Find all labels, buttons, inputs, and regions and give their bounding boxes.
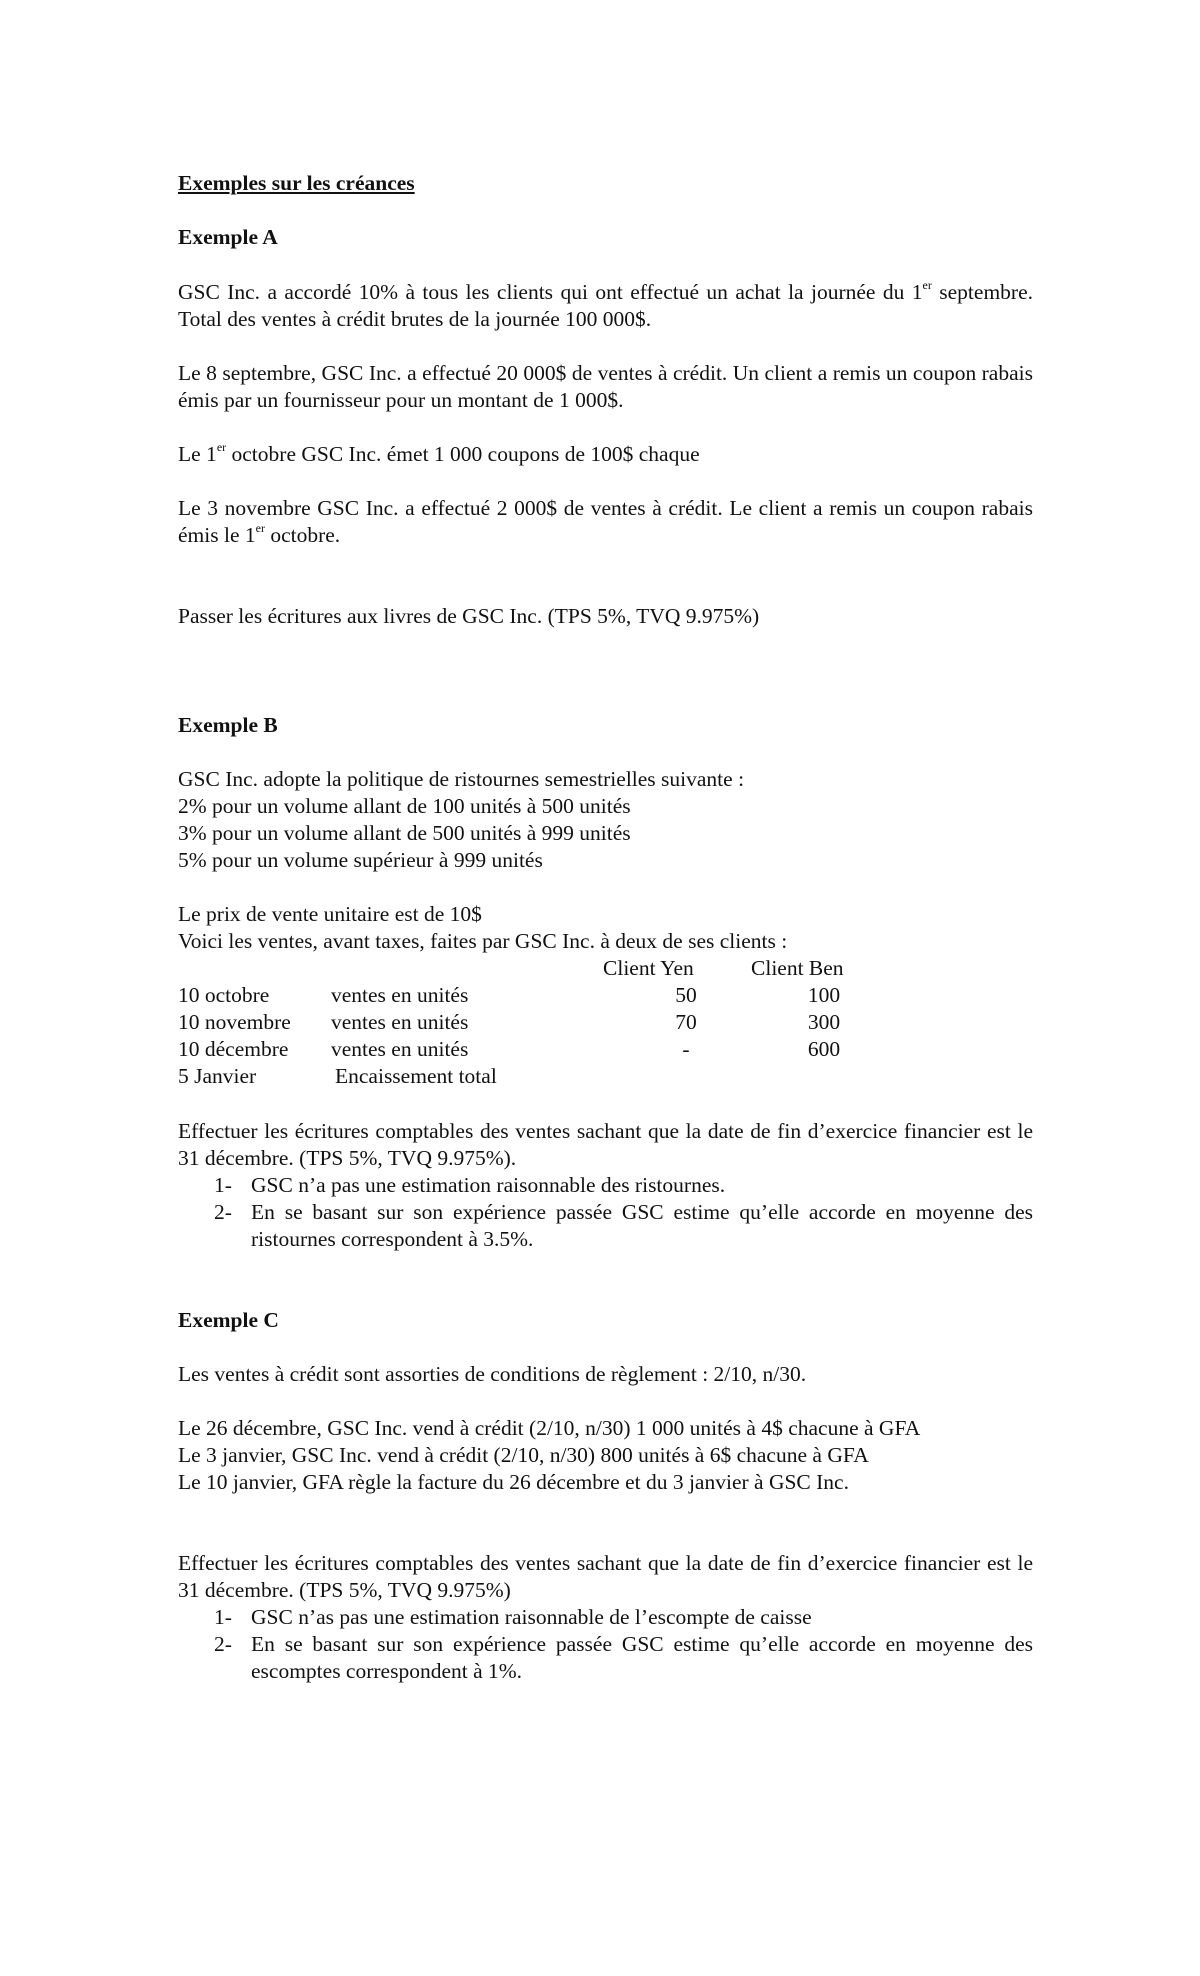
exemple-a-p1-text-end: septembre. Total des ventes à crédit brutes de la journée 100 000$.	[178, 280, 1033, 331]
row-label: ventes en unités	[331, 1037, 469, 1061]
exemple-a-p3-text-end: octobre GSC Inc. émet 1 000 coupons de 100$ chaque	[226, 442, 700, 466]
exemple-b-intro: GSC Inc. adopte la politique de ristournes semestrielles suivante :	[178, 767, 745, 791]
exemple-a-p1-text: GSC Inc. a accordé 10% à tous les clients qui ont effectué un achat la journée du 1	[178, 280, 923, 304]
exemple-b-tier: 3% pour un volume allant de 500 unités à 999 unités	[178, 821, 631, 845]
list-item-number: 2-	[214, 1632, 232, 1656]
exemple-a-p4-text: Le 3 novembre GSC Inc. a effectué 2 000$ de ventes à crédit. Le client a remis un coupon rabais émis le 1	[178, 496, 1033, 547]
row-ben-value: 100	[807, 983, 841, 1007]
table-row	[178, 982, 1033, 1009]
list-item-number: 2-	[214, 1200, 232, 1224]
exemple-b-sales-lead: Voici les ventes, avant taxes, faites par GSC Inc. à deux de ses clients :	[178, 929, 788, 953]
exemple-a-paragraph-1	[178, 279, 1033, 333]
list-item	[178, 1172, 1033, 1199]
exemple-c-transactions	[178, 1415, 1033, 1496]
exemple-a-paragraph-4	[178, 495, 1033, 549]
superscript: er	[255, 520, 265, 535]
exemple-a-paragraph-3	[178, 441, 1033, 468]
exemple-a-paragraph-5: Passer les écritures aux livres de GSC Inc. (TPS 5%, TVQ 9.975%)	[178, 604, 760, 628]
row-ben-value: 600	[807, 1037, 841, 1061]
transaction-line: Le 26 décembre, GSC Inc. vend à crédit (2/10, n/30) 1 000 unités à 4$ chacune à GFA	[178, 1416, 921, 1440]
column-header-yen: Client Yen	[603, 956, 694, 980]
exemple-b-sales-table	[178, 955, 1033, 1090]
list-item-number: 1-	[214, 1605, 232, 1629]
exemple-c-list	[178, 1604, 1033, 1685]
exemple-b-heading: Exemple B	[178, 713, 278, 737]
list-item-text: GSC n’a pas une estimation raisonnable des ristournes.	[251, 1173, 726, 1197]
row-date: 10 novembre	[178, 1010, 291, 1034]
table-row	[178, 1036, 1033, 1063]
exemple-b-sales-intro	[178, 901, 1033, 955]
document-title: Exemples sur les créances	[178, 171, 415, 195]
exemple-b-list	[178, 1172, 1033, 1253]
transaction-line: Le 10 janvier, GFA règle la facture du 26 décembre et du 3 janvier à GSC Inc.	[178, 1470, 849, 1494]
list-item-text: En se basant sur son expérience passée GSC estime qu’elle accorde en moyenne des escomptes correspondent à 1%.	[251, 1632, 1033, 1683]
list-item-number: 1-	[214, 1173, 232, 1197]
table-row	[178, 1063, 1033, 1090]
table-row	[178, 1009, 1033, 1036]
superscript: er	[216, 439, 227, 454]
transaction-line: Le 3 janvier, GSC Inc. vend à crédit (2/10, n/30) 800 unités à 6$ chacune à GFA	[178, 1443, 869, 1467]
row-yen-value: -	[682, 1037, 690, 1061]
row-yen-value: 50	[675, 983, 697, 1007]
exemple-c-paragraph-1: Les ventes à crédit sont assorties de conditions de règlement : 2/10, n/30.	[178, 1362, 807, 1386]
row-date: 5 Janvier	[178, 1064, 257, 1088]
table-header-row	[178, 955, 1033, 982]
row-label: Encaissement total	[335, 1064, 497, 1088]
list-item-text: GSC n’as pas une estimation raisonnable de l’escompte de caisse	[251, 1605, 812, 1629]
exemple-c-task: Effectuer les écritures comptables des ventes sachant que la date de fin d’exercice financier est le 31 décembre. (TPS 5%, TVQ 9.975%)	[178, 1551, 1033, 1602]
row-ben-value: 300	[807, 1010, 841, 1034]
column-header-ben: Client Ben	[751, 956, 844, 980]
exemple-a-paragraph-2: Le 8 septembre, GSC Inc. a effectué 20 000$ de ventes à crédit. Un client a remis un coupon rabais émis par un fournisseur pour un montant de 1 000$.	[178, 361, 1033, 412]
superscript: er	[922, 277, 932, 292]
list-item	[178, 1199, 1033, 1253]
row-yen-value: 70	[675, 1010, 697, 1034]
row-date: 10 décembre	[178, 1037, 289, 1061]
row-label: ventes en unités	[331, 1010, 469, 1034]
list-item-text: En se basant sur son expérience passée GSC estime qu’elle accorde en moyenne des ristournes correspondent à 3.5%.	[251, 1200, 1033, 1251]
exemple-b-tier: 5% pour un volume supérieur à 999 unités	[178, 848, 543, 872]
list-item	[178, 1604, 1033, 1631]
exemple-c-heading: Exemple C	[178, 1308, 279, 1332]
exemple-a-p3-text: Le 1	[178, 442, 217, 466]
row-label: ventes en unités	[331, 983, 469, 1007]
exemple-b-task: Effectuer les écritures comptables des ventes sachant que la date de fin d’exercice financier est le 31 décembre. (TPS 5%, TVQ 9.975%).	[178, 1119, 1033, 1170]
exemple-a-p4-text-end: octobre.	[264, 523, 341, 547]
row-date: 10 octobre	[178, 983, 270, 1007]
exemple-b-policy	[178, 766, 1033, 874]
exemple-a-heading: Exemple A	[178, 225, 278, 249]
exemple-b-tier: 2% pour un volume allant de 100 unités à 500 unités	[178, 794, 631, 818]
list-item	[178, 1631, 1033, 1685]
exemple-b-price: Le prix de vente unitaire est de 10$	[178, 902, 482, 926]
